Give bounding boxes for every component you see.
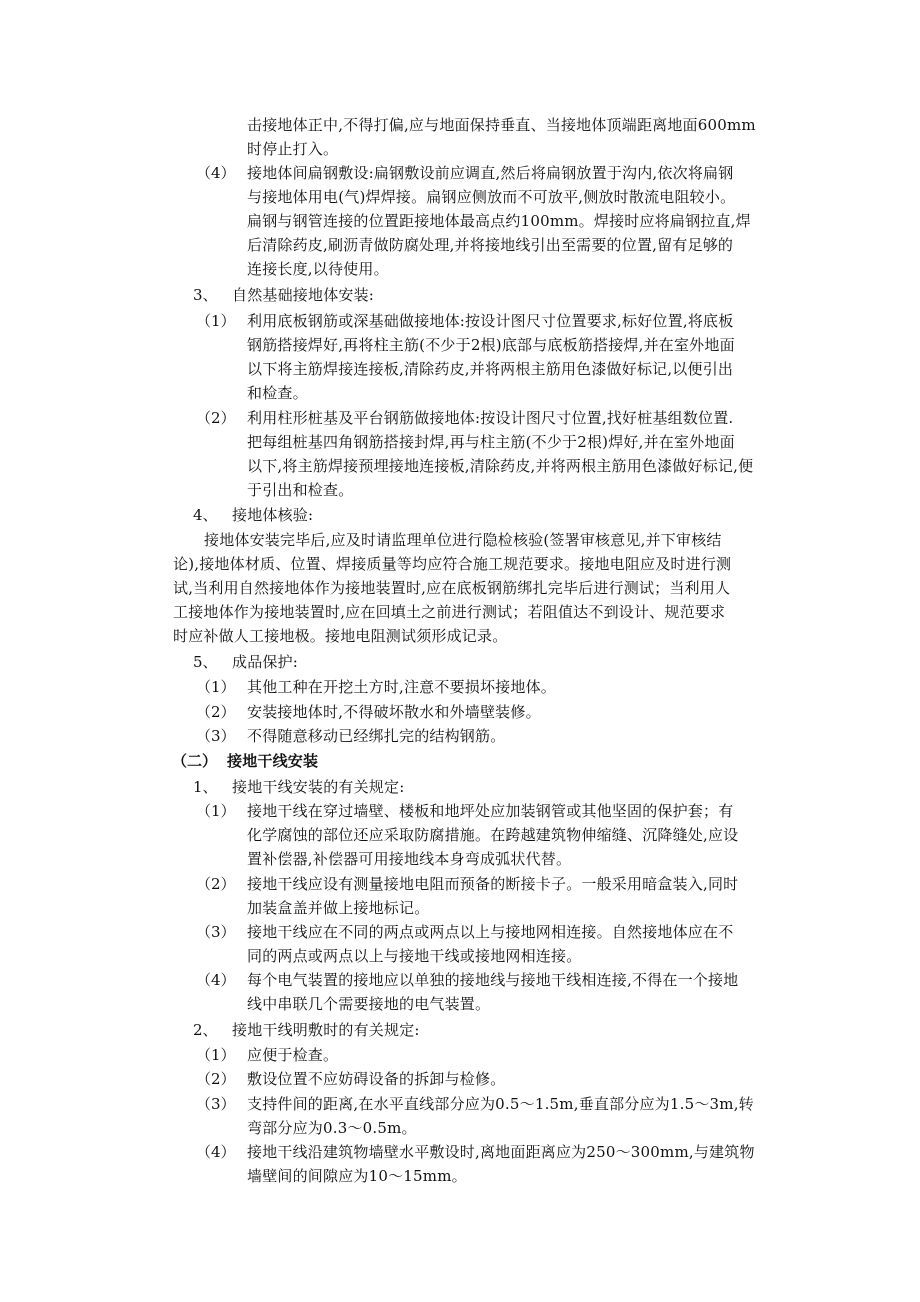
item-number: （3） — [196, 1095, 236, 1113]
chapter-number: （二） — [172, 752, 218, 770]
text-line: 安装接地体时,不得破坏散水和外墙壁装修。 — [247, 703, 541, 721]
text-line: 墙壁间的间隙应为10～15mm。 — [247, 1167, 467, 1185]
text-line: 后清除药皮,刷沥青做防腐处理,并将接地线引出至需要的位置,留有足够的 — [247, 236, 734, 254]
section-heading: 接地体核验: — [232, 506, 314, 524]
text-line: 应便于检查。 — [247, 1046, 339, 1064]
text-line: 利用柱形桩基及平台钢筋做接地体:按设计图尺寸位置,找好桩基组数位置. — [247, 409, 734, 427]
item-number: （2） — [196, 875, 236, 893]
text-line: 线中串联几个需要接地的电气装置。 — [247, 995, 491, 1013]
text-line: 支持件间的距离,在水平直线部分应为0.5～1.5m,垂直部分应为1.5～3m,转 — [247, 1095, 754, 1113]
text-line: 与接地体用电(气)焊焊接。扁钢应侧放而不可放平,侧放时散流电阻较小。 — [247, 188, 736, 206]
section-heading: 成品保护: — [232, 653, 299, 671]
item-number: （1） — [196, 802, 236, 820]
text-line: 其他工种在开挖土方时,注意不要损坏接地体。 — [247, 678, 556, 696]
text-line: 和检查。 — [247, 384, 308, 402]
text-line: 弯部分应为0.3～0.5m。 — [247, 1119, 417, 1137]
paragraph-line: 工接地体作为接地装置时,应在回填土之前进行测试；若阻值达不到设计、规范要求 — [173, 603, 726, 621]
section-number: 2、 — [193, 1021, 218, 1039]
paragraph-line: 时应补做人工接地极。接地电阻测试须形成记录。 — [173, 627, 508, 645]
item-number: （2） — [196, 1070, 236, 1088]
text-line: 每个电气装置的接地应以单独的接地线与接地干线相连接,不得在一个接地 — [247, 971, 739, 989]
text-line: 钢筋搭接焊好,再将柱主筋(不少于2根)底部与底板筋搭接焊,并在室外地面 — [247, 336, 735, 354]
item-number: （4） — [196, 1143, 236, 1161]
text-line: 连接长度,以待使用。 — [247, 260, 389, 278]
section-number: 5、 — [193, 653, 218, 671]
section-heading: 接地干线明敷时的有关规定: — [232, 1021, 420, 1039]
text-line: 把每组桩基四角钢筋搭接封焊,再与柱主筋(不少于2根)焊好,并在室外地面 — [247, 433, 735, 451]
section-number: 3、 — [193, 286, 218, 304]
item-number: （3） — [196, 923, 236, 941]
text-line: 化学腐蚀的部位还应采取防腐措施。在跨越建筑物伸缩缝、沉降缝处,应设 — [247, 826, 739, 844]
item-number: （4） — [196, 971, 236, 989]
item-number: （2） — [196, 703, 236, 721]
paragraph-line: 论),接地体材质、位置、焊接质量等均应符合施工规范要求。接地电阻应及时进行测 — [173, 555, 732, 573]
text-line: 时停止打入。 — [247, 140, 339, 158]
text-line: 扁钢与钢管连接的位置距接地体最高点约100mm。焊接时应将扁钢拉直,焊 — [247, 212, 751, 230]
text-line: 接地干线沿建筑物墙壁水平敷设时,离地面距离应为250～300mm,与建筑物 — [247, 1143, 755, 1161]
text-line: 不得随意移动已经绑扎完的结构钢筋。 — [247, 727, 506, 745]
section-heading: 自然基础接地体安装: — [232, 286, 375, 304]
item-number: （3） — [196, 727, 236, 745]
text-line: 加装盒盖并做上接地标记。 — [247, 899, 430, 917]
text-line: 于引出和检查。 — [247, 481, 354, 499]
paragraph-line: 接地体安装完毕后,应及时请监理单位进行隐检核验(签署审核意见,并下审核结 — [204, 531, 722, 549]
item-number: （1） — [196, 312, 236, 330]
text-line: 接地干线在穿过墙壁、楼板和地坪处应加装钢管或其他坚固的保护套；有 — [247, 802, 734, 820]
text-line: 敷设位置不应妨碍设备的拆卸与检修。 — [247, 1070, 506, 1088]
paragraph-line: 试,当利用自然接地体作为接地装置时,应在底板钢筋绑扎完毕后进行测试；当利用人 — [173, 579, 731, 597]
item-number: （2） — [196, 409, 236, 427]
item-number: （4） — [196, 164, 236, 182]
text-line: 以下,将主筋焊接预埋接地连接板,清除药皮,并将两根主筋用色漆做好标记,便 — [247, 457, 754, 475]
text-line: 击接地体正中,不得打偏,应与地面保持垂直、当接地体顶端距离地面600mm — [247, 116, 756, 134]
section-number: 4、 — [193, 506, 218, 524]
text-line: 接地干线应设有测量接地电阻而预备的断接卡子。一般采用暗盒装入,同时 — [247, 875, 739, 893]
item-number: （1） — [196, 678, 236, 696]
chapter-heading: 接地干线安装 — [227, 752, 319, 770]
text-line: 接地体间扁钢敷设:扁钢敷设前应调直,然后将扁钢放置于沟内,依次将扁钢 — [247, 164, 734, 182]
text-line: 以下将主筋焊接连接板,清除药皮,并将两根主筋用色漆做好标记,以便引出 — [247, 360, 734, 378]
text-line: 同的两点或两点以上与接地干线或接地网相连接。 — [247, 947, 582, 965]
section-number: 1、 — [193, 778, 218, 796]
section-heading: 接地干线安装的有关规定: — [232, 778, 405, 796]
text-line: 利用底板钢筋或深基础做接地体:按设计图尺寸位置要求,标好位置,将底板 — [247, 312, 734, 330]
text-line: 接地干线应在不同的两点或两点以上与接地网相连接。自然接地体应在不 — [247, 923, 734, 941]
item-number: （1） — [196, 1046, 236, 1064]
text-line: 置补偿器,补偿器可用接地线本身弯成弧状代替。 — [247, 850, 572, 868]
